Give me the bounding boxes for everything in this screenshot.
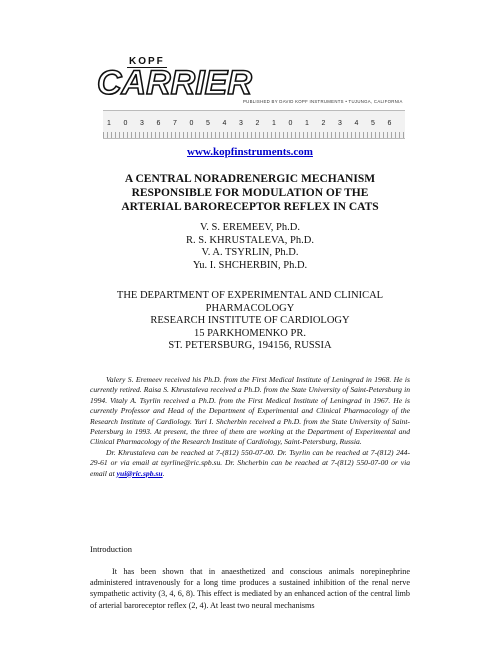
ruler-number: 1 [305,120,309,127]
ruler-number: 1 [107,120,111,127]
ruler-number: 3 [239,120,243,127]
affiliation-block [60,290,440,353]
ruler-number: 6 [387,120,392,127]
ruler-number: 0 [288,120,293,127]
author-bio [90,375,410,479]
author-list [0,222,500,272]
affiliation-line-2: PHARMACOLOGY [205,302,295,314]
author-4: Yu. I. SHCHERBIN, Ph.D. [192,259,308,271]
intro-paragraph: It has been shown that in anaesthetized and conscious animals norepinephrine administered intravenously for a long time produces a sustained inhibition of the renal nerve sympathetic activity (3, 4, 6, 8). This effect is mediated by an enhanced action of the central limb of arterial baroreceptor reflex (2, 4). At least two neural mechanisms [90,567,410,610]
ruler-number: 3 [338,120,342,127]
bio-end-period: . [162,468,165,478]
email-link[interactable]: yui@ric.spb.su [116,468,163,478]
author-2: R. S. KHRUSTALEVA, Ph.D. [186,234,314,246]
ruler-number: 2 [255,120,260,127]
website-link[interactable]: www.kopfinstruments.com [187,146,313,158]
ruler-number: 1 [272,120,276,127]
affiliation-line-3: RESEARCH INSTITUTE OF CARDIOLOGY [150,315,350,326]
title-line-3: ARTERIAL BARORECEPTOR REFLEX IN CATS [121,201,379,213]
ruler-numbers [103,120,405,130]
bio-contact-text: Dr. Khrustaleva can be reached at 7-(812) 550-07-00. Dr. Tsyrlin can be reached at 7-(812) 244-29-61 or via email at tsyrline@ric.spb.su. Dr. Shcherbin can be reached at 7-(812) 550-07-00 or via email at [90,447,410,478]
ruler-graphic [103,110,405,139]
ruler-number: 6 [156,120,161,127]
ruler-number: 5 [371,120,375,127]
ruler-number: 0 [123,120,128,127]
affiliation-line-1: THE DEPARTMENT OF EXPERIMENTAL AND CLINICAL [116,290,384,301]
ruler-number: 5 [206,120,210,127]
bio-paragraph-2 [90,448,410,479]
bio-paragraph-1: Valery S. Eremeev received his Ph.D. from the First Medical Institute of Leningrad in 1968. He is currently retired. Raisa S. Khrustaleva received a Ph.D. from the State University of Saint-Petersburg in 1994. Vitaly A. Tsyrlin received a Ph.D. from the First Medical Institute of Leningrad in 1967. He is currently Professor and Head of the Department of Experimental and Clinical Pharmacology of the Research Institute of Cardiology. Yuri I. Shcherbin received a Ph.D. from the State University of Saint-Petersburg in 1993. At present, the three of them are working at the Department of Experimental and Clinical Pharmacology of the Research Institute of Cardiology, Saint-Petersburg, Russia. [90,375,410,447]
carrier-logo-text: CARRIER [97,64,252,102]
kopf-logo-text: KOPF [129,56,165,67]
ruler-number: 7 [173,120,177,127]
ruler-number: 0 [189,120,194,127]
affiliation-line-4: 15 PARKHOMENKO PR. [194,327,306,339]
author-1: V. S. EREMEEV, Ph.D. [200,222,300,233]
carrier-masthead [95,55,405,147]
ruler-number: 3 [140,120,144,127]
title-line-2: RESPONSIBLE FOR MODULATION OF THE [131,187,369,199]
publisher-line: PUBLISHED BY DAVID KOPF INSTRUMENTS • TUJUNGA, CALIFORNIA [243,99,403,104]
section-heading: Introduction [90,544,133,554]
article-title [80,172,420,214]
title-line-1: A CENTRAL NORADRENERGIC MECHANISM [124,173,376,185]
ruler-number: 4 [354,120,359,127]
author-3: V. A. TSYRLIN, Ph.D. [201,247,299,258]
ruler-number: 2 [321,120,326,127]
ruler-ticks [103,132,405,138]
ruler-number: 4 [222,120,227,127]
affiliation-line-5: ST. PETERSBURG, 194156, RUSSIA [168,340,332,351]
